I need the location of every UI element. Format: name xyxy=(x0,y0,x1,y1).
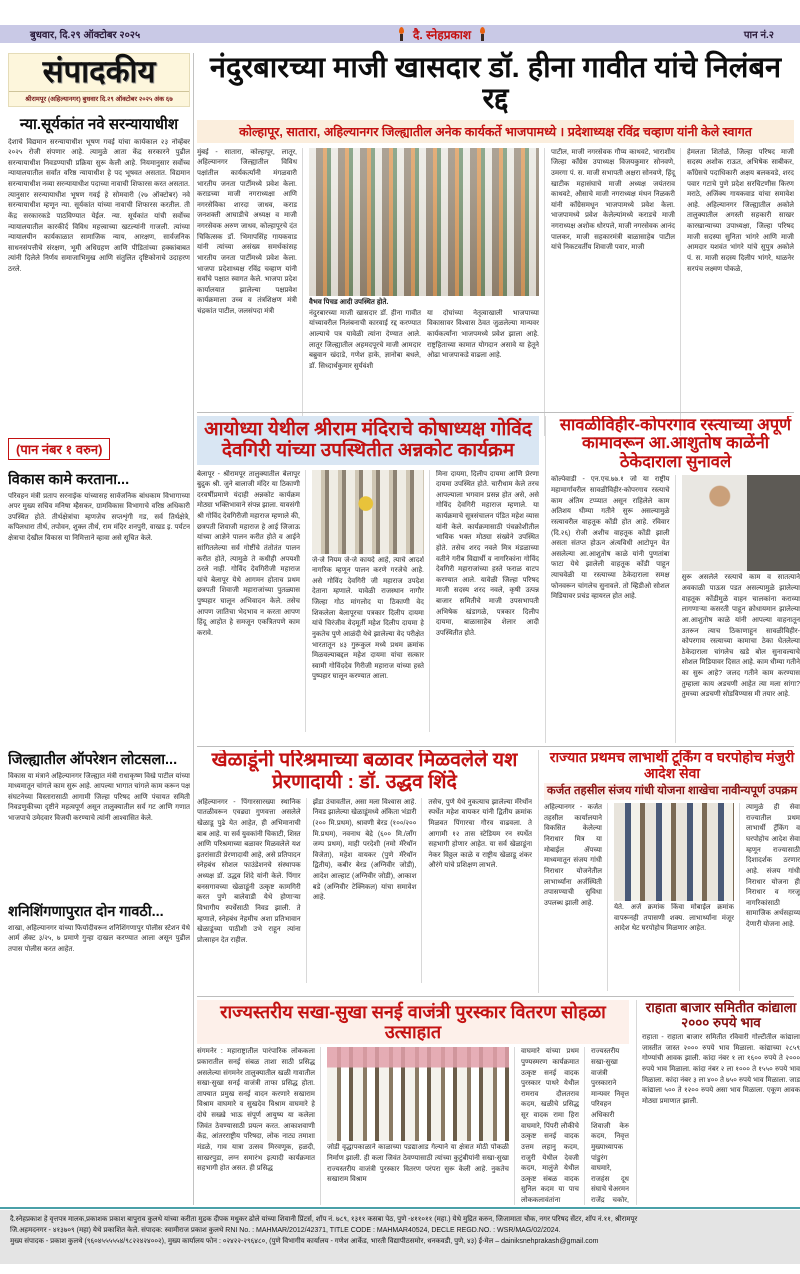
article-govind-devgiri xyxy=(197,416,539,743)
kale-col-1: कोल्पेवाडी - एन.एच.७७.१ जो या राष्ट्रीय महामार्गावरील सावळीविहीर-कोपरगाव रस्त्याचे काम अंतिम टप्प्यात असून राहिलेले काम अतिशय धीम्या गतीने सुरू असल्यामुळे रस्त्यावरील वाहतूक कोंडी होत आहे. रविवार (दि.२६) रोजी अशीच वाहतूक कोंडी झाली असता संतप्त होऊन अंत्यविधी आटोपून येत असलेल्या आ.आशुतोष काळे यांनी पुणतांबा फाटा येथे झालेली वाहतूक कोंडी पाहून त्याचवेळी या रस्त्याच्या ठेकेदाराला समक्ष फोनवरून चांगलेच सुनावले. तो व्हिडीओ सोशल मिडियावर प्रचंड व्हायरल होत आहे. xyxy=(551,475,676,743)
editorial-dateline: श्रीरामपूर (अहिल्यानगर) बुधवार दि.२९ ऑक्टोबर २०२५ अंक ६७ xyxy=(9,91,189,103)
column-divider xyxy=(193,53,194,1205)
govind-photo-block xyxy=(312,470,430,732)
torch-icon xyxy=(479,27,486,41)
karjat-col-1: अहिल्यानगर - कर्जत तहसील कार्यालयाने विकसित केलेल्या निराधार मित्र या मोबाईल ॲपच्या माध्यमातून संजय गांधी निराधार योजनेतील लाभार्थ्यांना अर्जस्थिती तपासण्याची सुविधा उपलब्ध झाली आहे. xyxy=(544,803,608,991)
karjat-subhead: कर्जत तहसील संजय गांधी योजना शाखेचा नावीन्यपूर्ण उपक्रम xyxy=(544,783,800,800)
govind-col-1: बेलापूर - श्रीरामपूर तालुक्यातील बेलापूर बुद्रुक श्री. जुने बालाजी मंदिर या ठिकाणी दरवर्षीप्रमाणे यंदाही अन्नकोट कार्यक्रम मोठ्या भक्तिभावाने संपन्न झाला. यावसंगी श्री गोविंद देवगिरीजी महाराज म्हणाले की, छत्रपती शिवाजी महाराज हे आई जिजाऊ यांच्या आज्ञेने पालन करीत होते व आईने सांगितलेल्या सर्व गोष्टींचे तंतोतंत पालन करीत होते, त्यामुळे ते कधीही अपयशी ठरले नाही. गोविंद देवगिरीजी महाराज यांचे बेलापूर येथे आगमन होताच प्रथम छत्रपती शिवाजी महाराजांच्या पुतळ्यास पुष्पहार घालून अभिवादन केले. तसेच आपण जातिचा भेदभाव न करता आपण हिंदू आहोत हे समजून एकत्रितपणे काम करावे. xyxy=(197,470,306,732)
kale-photo-block xyxy=(682,475,800,743)
article-karjat xyxy=(538,750,800,993)
section-heading-vikas: विकास कामे करताना... xyxy=(8,471,130,488)
kale-headline: सावळीविहीर-कोपरगाव रस्त्याच्या अपूर्ण कामावरून आ.आशुतोष काळेंनी ठेकेदाराला सुनावले xyxy=(559,416,792,471)
editorial-column xyxy=(8,53,190,1205)
footer-rule xyxy=(0,1207,800,1209)
section-body-lotus: विकास या मंत्राने अहिल्यानगर जिल्ह्यात मंत्री राधाकृष्ण विखे पाटील यांच्या माध्यमातून चांगले काम सुरू आहे. आपल्या भागात चांगले काम करून पक्ष संघटनेच्या विस्तारासाठी आगामी जिल्हा परिषद आणि पंचायत समिती निवडणुकीच्या दृष्टीने महत्वपूर्ण असून तालुक्यातील सर्व गट आणि गणात भाजपाचे उमेदवार विजयी करण्याचे त्यांनी आश्वासित केले. xyxy=(8,772,190,823)
paper-name: दै. स्नेहप्रकाश xyxy=(413,27,472,42)
lead-col-5: हेमलता शितोळे, जिल्हा परिषद माजी सदस्य अशोक राऊत, अभिषेक साबीकर, काँग्रेसचे पदाधिकारी अक्षय बलकवडे, शरद पवार गटाचे पुणे प्रदेश सरचिटणीस किरण मराठे, अजिंक्य गायकवाड यांचा समावेश आहे. अहिल्यानगर जिल्ह्यातील अकोले तालुक्यातील अगस्ती सहकारी साखर कारखान्याच्या उपाध्यक्षा, जिल्हा परिषद माजी सदस्या सुनिता भांगरे आणि माजी आमदार यशवंत भांगरे यांचे सुपुत्र अकोले पं. स. माजी सदस्य दिलीप भांगरे, थाळनेर सरपंच लक्ष्मण पोकळे, xyxy=(687,148,794,273)
khelani-col-3: तसेच, पुणे येथे नुकत्याच झालेल्या मॅरेथॉन स्पर्धेत महेश वायकर यांनी द्वितीय क्रमांक मिळवत पिंगारचा गौरव वाढवला. ते आगामी १२ तास स्टेडियम रन स्पर्धेत सहभागी होणार आहेत. या सर्व खेळाडूंना नेकर विठ्ठल काळे व राष्ट्रीय खेळाडू शंकर औरंगे यांचे प्रशिक्षण लाभले. xyxy=(428,798,532,870)
sanai-col-1: संगमनेर : महाराष्ट्रातील पारंपारिक लोककला प्रकारातील सनई संबळ ताशा साठी प्रसिद्ध असलेल्या संगमनेर तालुक्यातील खळी गावातील सखा-सुखा सनई वाजंत्री ताफा प्रसिद्ध होता. ताफ्यात प्रमुख सनई वादन करणारे सखाराम विश्राम वाघमारे व सुखदेव विश्राम वाघमारे हे दोघे सख्खे भाऊ संपूर्ण आयुष्य या कलेला जिवंत ठेवण्यासाठी प्रयत्न करत. आकाशवाणी केंद्र, आंतरराष्ट्रीय परिषदा, लोक नाट्य तमाशा मंडळे, गाव यात्रा उत्सव मिरवणूक, हळदी, साखरपुडा, लग्न समारंभ इत्यादी कार्यक्रमात सहभागी होत असत. ही प्रसिद्ध xyxy=(197,1047,321,1205)
imprint-line-2: जि.अहमदनगर - ४१३७०९ (महा) येथे प्रकाशित केले. संपादक: स्वामीराज प्रकाश कुलथे RNI No. : MAHMAR/2012/42371, TITLE CODE : MAHMAR40524, DECLE REGD.NO. : WSR/MAG/02/2024. xyxy=(10,1227,561,1235)
article-ashutosh-kale xyxy=(545,416,800,743)
rule xyxy=(197,746,794,747)
sanai-col-3: वाघमारे यांच्या प्रथम पुण्यस्मरण कार्यक्रमात उत्कृष्ट सनई वादक पुरस्कार पाथरे येथील रामराव दौलतराव कदम, खळीचे प्रसिद्ध सूर वादक रामा हिरा वाघमारे, पिंपरी लौकीचे उत्कृष्ट सनई वादक उत्तम लहानु कदम, राजुरी येथील देवजी कदम, मालुंजे येथील उत्कृष्ट संबळ वादक सुनिल कदम या पाच लोककलावंतांना xyxy=(521,1047,585,1205)
imprint-line-1: दै.स्नेहप्रकाश हे वृत्तपत्र मालक,प्रकाशक प्रकाश बापुराव कुलथे यांच्या करीता मुद्रक दीपक मधुकर ढोले यांच्या शिवानी प्रिंटर्स, शॉप नं. ७८९, १३११ कसबा पेठ, पुणे -४११०११ (महा.) येथे मुद्रित करुन, जिजामाता चौक, नगर परिषद सेंटर, शॉप नं.११, श्रीरामपूर xyxy=(10,1216,638,1223)
khelani-col-1: अहिल्यानगर - पिंगारसारख्या स्थानिक पातळीवरून एवढ्या गुणवत्ता असलेले खेळाडू पुढे येत आहेत, ही अभिमानाची बाब आहे. या सर्व युवकांनी चिकाटी, शिस्त आणि परिश्रमाच्या बळावर मिळवलेले यश इतरांसाठी प्रेरणादायी आहे, असे प्रतिपादन स्नेहबंध सोशल फाउंडेशनचे संस्थापक अध्यक्ष डॉ. उद्धव शिंदे यांनी केले. पिंगार बनसगावच्या खेळाडूंनी उत्कृष्ट कामगिरी करत पुणे बालेवाडी येथे होणाऱ्या विभागीय स्पर्धेसाठी निवड झाली. ते म्हणाले, स्नेहबंध नेहमीच अशा प्रतिभावान खेळाडूंच्या पाठीशी उभे राहून त्यांना प्रोत्साहन देत राहील. xyxy=(197,798,307,983)
top-date-bar xyxy=(0,25,800,43)
rule xyxy=(197,996,794,997)
sanai-col-2: जोडी वृद्धापकाळाने काळाच्या पडद्याआड गेल्याने या क्षेत्रात मोठी पोकळी निर्माण झाली. ही कला जिवंत ठेवण्यासाठी त्यांच्या कुटुंबीयांनी सखा-सुखा राज्यस्तरीय वाजंत्री पुरस्कार वितरण परंपरा सुरू केली आहे. नुकतेच सखाराम विश्राम xyxy=(327,1144,509,1184)
continued-from-page1-tag: (पान नंबर १ वरुन) xyxy=(8,438,110,460)
editorial-headline: न्या.सूर्यकांत नवे सरन्यायाधीश xyxy=(19,115,179,133)
lead-col-4: पाटील, माजी नगरसेवक गौप्य काथवटे, भाराशीय जिल्हा काँग्रेस उपाध्यक्ष विजयकुमार सोनवणे, उमरगा पं. स. माजी सभापती अक्षरा सोनवणे, हिंदू खाटीक महासंघाचे माजी अध्यक्ष जयंतराव काथवटे, औसाचे माजी नगराध्यक्ष मंथन निळकरी यांनी काँग्रेसमधून भाजपामध्ये प्रवेश केला. भाजपामध्ये प्रवेश केलेल्यांमध्ये कराडचे माजी नगराध्यक्ष अशोक धोरपले, माजी नगरसेवक आनंद पालकर, माजी सहकारमंत्री बाळासाहेब पाटील यांचे निकटवर्तीय शिवाजी पवार, माजी xyxy=(551,148,681,436)
sanai-col-4: राज्यस्तरीय सखा-सुखा वाजंत्री पुरस्काराने मान्यवर निवृत्त परिवहन अधिकारी शिवाजी केरु कदम, निवृत्त मुख्याध्यापक पांडुरंग वाघमारे, राजहंस दूध संघाचे चेअरमन राजेंद्र चकोर, xyxy=(591,1048,629,1205)
kale-photo xyxy=(682,475,800,571)
edition-date: बुधवार, दि.२९ ऑक्टोबर २०२५ xyxy=(30,30,141,41)
section-body-shani: शाखा, अहिल्यानगर यांच्या फिर्यादीवरून शनिशिंगणापुर पोलीस स्टेशन येथे आर्म ॲक्ट ३/२५, ७ प्रमाणे गुन्हा दाखल करण्यात आला असून पुढील तपास पोलीस करत आहेत. xyxy=(8,924,190,953)
sanai-headline: राज्यस्तरीय सखा-सुखा सनई वाजंत्री पुरस्कार वितरण सोहळा उत्साहात xyxy=(197,1000,629,1044)
rahata-headline: राहाता बाजार समितीत कांद्याला २००० रुपये भाव xyxy=(645,1000,797,1031)
torch-icon xyxy=(398,27,405,41)
lead-col-2: नंदुरबारच्या माजी खासदार डॉ. हीना गावीत यांच्यावरील निलंबनाची कारवाई रद्द करण्यात आल्याचे पत्र यावेळी त्यांना देण्यात आले. लातूर जिल्ह्यातील अहमदपूरचे माजी आमदार बब्रुवान खंदाडे, गणेश हाके, ज्ञानोबा बधले, डॉ. सिध्दार्थकुमार सुर्यवंशी xyxy=(309,309,421,370)
govind-col-2: जे-जे नियम जे-जे कायदे आहे, त्याचे आदर्श नागरिक म्हणून पालन करणे गरजेचे आहे. असे गोविंद देवगिरी जी महाराज उपदेश देताना म्हणाले. यावेळी राजस्थान नागौर जिल्हा गोठ मांगलोद या ठिकाणी वेद शिकलेला बेलापूरचा पत्रकार दिलीप दायमा यांचे चिरंजीव वेदमूर्ती महेश दिलीप दायमा हे नुकतेच पुणे आळंदी येथे झालेल्या वेद परीक्षेत भारतातून ४३ गुरूकुल मध्ये प्रथम क्रमांक मिळवल्याबद्दल महेश दायमा यांचा सत्कार स्वामी गोविंददेव गिरीजी महाराज यांच्या हस्ते पुष्पहार घालून करण्यात आला. xyxy=(312,556,424,681)
section-heading-lotus: जिल्ह्यातील ऑपरेशन लोटसला... xyxy=(8,751,178,768)
editorial-title: संपादकीय xyxy=(42,54,156,89)
editorial-masthead xyxy=(8,53,190,107)
karjat-photo xyxy=(614,803,734,901)
rule xyxy=(197,412,794,413)
karjat-col-3: त्यामुळे ही सेवा राज्यातील प्रथम लाभार्थी ट्रॅकिंग व घरपोहोच आदेश सेवा म्हणून राज्यासाठी दिशादर्शक ठरणार आहे. संजय गांधी निराधार योजना ही निराधार व गरजू नागरिकांसाठी सामाजिक अर्थसहाय्य देणारी योजना आहे. xyxy=(746,804,800,929)
lead-photo-caption: वैभव पिचड आदी उपस्थित होते. xyxy=(309,298,389,306)
article-khelani xyxy=(197,750,532,993)
kale-col-2: सुरू असलेले रस्त्याचे काम व सातत्याने अवकाळी पाऊस पडत असल्यामुळे झालेल्या वाहतूक कोंडीमुळे वाहन चालकांना कराव्या लागणाऱ्या कसरती पाहून क्रोधायमान झालेल्या आ.आशुतोष काळे यांनी आपल्या वाहनातून उतरून त्याच ठिकाणाहून सावळीविहीर-कोपरगाव रस्त्याच्या कामाचा ठेका घेतलेल्या ठेकेदाराला चांगलेच खडे बोल सुनावल्याचे सोशल मिडियावर दिसत आहे. काम धीम्या गतीने का सुरू आहे? जलद गतीने काम करण्यास तुम्हाला काय अडचणी आहेत त्या मला सांगा? तुमच्या अडचणी सोडविण्यास मी तयार आहे. xyxy=(681,574,800,699)
imprint-line-3: मुख्य संपादक - प्रकाश कुलथे (९६०४५५५५५४/९८२२४२४००२), मुख्य कार्यालय फोन : ०२४२२-२९६४८०, (पुणे विभागीय कार्यालय - गणेश आर्केड, भारती विद्यापीठसमोर, धनकवडी, पुणे, ४३) ई-मेल – dainiksnehprakash@gmail.com xyxy=(10,1238,599,1246)
govind-headline: आयोध्या येथील श्रीराम मंदिराचे कोषाध्यक्ष गोविंद देवगिरी यांच्या उपस्थितीत अन्नकोट कार्यक्रम xyxy=(197,416,539,465)
rahata-body: राहाता - राहाता बाजार समितीत रविवारी गोल्टीतील कांद्याला जास्तीत जास्त २००० रुपये भाव मिळाला. कांद्याच्या २८५९ गोण्यांची आवक झाली. कांदा नंबर १ ला १६०० रुपये ते २००० रुपये भाव मिळाला. कांदा नंबर २ ला १००० ते १५५० रुपये भाव मिळाला. कांदा नंबर ३ ला ४०० ते ७५० रुपये भाव मिळाला. जाड कांद्याला ५०० ते १२०० रुपये असा भाव मिळाला. एकूण आवक मोठ्या प्रमाणात झाली. xyxy=(642,1034,800,1105)
sanai-photo-block xyxy=(327,1047,515,1205)
khelani-headline: खेळाडूंनी परिश्रमाच्या बळावर मिळवलेले यश प्रेरणादायी : डॉ. उद्धव शिंदे xyxy=(211,750,518,793)
sanai-photo xyxy=(327,1047,509,1141)
karjat-photo-block xyxy=(614,803,740,991)
lead-subhead: कोल्हापूर, सातारा, अहिल्यानगर जिल्ह्यातील अनेक कार्यकर्ते भाजपामध्ये । प्रदेशाध्यक्ष रविंद्र चव्हाण यांनी केले स्वागत xyxy=(197,120,794,143)
lead-photo-block xyxy=(309,148,545,436)
imprint-footer xyxy=(0,1210,800,1264)
section-heading-shani: शनिशिंगणापुरात दोन गावठी... xyxy=(8,903,164,920)
lead-headline: नंदुरबारच्या माजी खासदार डॉ. हीना गावीत यांचे निलंबन रद्द xyxy=(209,52,782,116)
article-sanai xyxy=(197,1000,629,1205)
khelani-col-2: झेंडा उंचावतील, असा मला विश्वास आहे. निवड झालेल्या खेळाडूंमध्ये अंकिता भंडारी (२०० मि.प्रथम), श्रावणी बेरड (१००/२०० मि.प्रथम), नवनाथ बेद्रे (६०० मि./लाँग जम्प प्रथम), माही परदेशी (नमो मॅरेथॉन विजेता), महेश वायकर (पुणे मॅरेथॉन द्वितीय), कबीर बेरड (अग्निवीर जोडी), आदेश आल्हाट (अग्निवीर जोडी), आकाश बडे (अग्निवीर टेक्निकल) यांचा समावेश आहे. xyxy=(313,798,423,983)
page-number: पान नं.२ xyxy=(743,30,774,41)
lead-story xyxy=(197,53,794,436)
govind-col-3: मिना दायमा, दिलीप दायमा आणि प्रेरणा दायमा उपस्थित होते. चारीधाम केले तरच आपल्याला भगवान प्रसन्न होत असे, असे गोविंद देवगिरी महाराज म्हणाले. या कार्यक्रमाचे सूत्रसंचालन पंडित महेश व्यास यांनी केले. कार्यक्रमासाठी पंचक्रोशीतील भाविक भक्त मोठ्या संख्येने उपस्थित होते. तसेच शरद नवले मित्र मंडळाच्या वतीने गरीब विद्यार्थी व नागरिकांना गोविंद देवगिरी महाराजांच्या हस्ते फराळ वाटप करण्यात आले. यावेळी जिल्हा परिषद माजी सदस्य शरद नवले, कृषी उत्पन्न बाजार समितीचे माजी उपसभापती अभिषेक खंडागळे, पत्रकार दिलीप दायमा, बाळासाहेब शेलार आदी उपस्थितीत होते. xyxy=(436,470,539,637)
karjat-headline: राज्यात प्रथमच लाभार्थी टूर्किंग व घरपोहोच मंजुरी आदेश सेवा xyxy=(549,750,795,781)
lead-col-1: मुंबई - सातारा, कोल्हापूर, लातूर, अहिल्यानगर जिल्ह्यातील विविध पक्षांतील कार्यकर्त्यांनी मंगळवारी भारतीय जनता पार्टीमध्ये प्रवेश केला. कराडच्या माजी नगराध्यक्षा आणि नगरसेविका शारदा जाधव, कराड जनशक्ती आघाडीचे अध्यक्ष व माजी नगरसेवक अरुण जाधव, कोल्हापूरचे दंत चिकित्सक डॉ. भिमापसिंह गायकवाड यांनी त्यांच्या असंख्य समर्थकांसह भारतीय जनता पार्टीमध्ये प्रवेश केला. भाजपा प्रदेशाध्यक्ष रविंद्र चव्हाण यांनी सर्वांचे पक्षात स्वागत केले. भाजपा प्रदेश कार्यालयात झालेल्या पक्षप्रवेश कार्यक्रमाला उच्च व तंत्रशिक्षण मंत्री चंद्रकांत पाटील, जलसंपदा मंत्री xyxy=(197,148,303,436)
article-rahata xyxy=(636,1000,800,1205)
lead-photo xyxy=(309,148,539,296)
lead-col-3: या दोघांच्या नेतृत्वाखाली भाजपाच्या विकासावर विश्वास ठेवत जुळलेल्या मान्यवर कार्यकर्त्यांना भाजपमध्ये प्रवेश झाला आहे. राष्ट्रहिताच्या कामात योगदान असावे या हेतूने ओढा भाजपाकडे वाढला आहे. xyxy=(427,309,539,360)
editorial-body: देशाचे विद्यमान सरन्यायाधीश भूषण गवई यांचा कार्यकाल २३ नोव्हेंबर २०२५ रोजी संपणार आहे. त्यामुळे आता केंद्र सरकारने पुढील सरन्यायाधीश निवडण्याची प्रक्रिया सुरू केली आहे. नियमानुसार सर्वोच्च न्यायालयातील सर्वांत वरिष्ठ न्यायाधीश हे पद भूषवत असतात. विद्यमान सरन्यायाधीश नव्या सरन्यायाधीश पदाच्या नावाची शिफारस करत असतात. त्यानुसार सरन्यायाधीश भूषण गवई हे सोमवारी (२७ ऑक्टोबर) नवे सरन्यायाधीश म्हणून न्या. सूर्यकांत यांच्या नावाची शिफारस करतील. ती केंद्र सरकारकडे पाठविण्यात येईल. न्या. सूर्यकांत यांची सर्वोच्च न्यायालयातील कारकीर्द विविध महत्त्वाच्या खटल्यांनी गाजली. त्यांच्या न्यायालयीन कार्यकाळात सामाजिक न्याय, आरक्षण, सार्वजनिक साधनसंपत्तीचे संरक्षण, भूमी अधिग्रहण आणि पीडितांच्या हक्कांबाबत त्यांनी दिलेले निर्णय समाजाभिमुख आणि संतुलित दृष्टिकोनाचे उदाहरण ठरले. xyxy=(8,138,190,274)
paper-name-strip xyxy=(140,26,744,43)
govind-photo xyxy=(312,470,424,554)
karjat-col-2: येते. अर्ज क्रमांक किंवा मोबाईल क्रमांक वापरूनही तपासणी शक्य. लाभार्थ्यांना मंजूर आदेश थेट घरपोहोच मिळणार आहेत. xyxy=(614,904,734,933)
section-body-vikas: परिवहन मंत्री प्रताप सरनाईक यांच्यासह सार्वजनिक बांधकाम विभागाच्या अपर मुख्य सचिव मनिषा म्हैसकर, ग्रामविकास विभागाचे वरिष्ठ अधिकारी उपस्थित होते. तीर्थक्षेत्रांचा म्हणजेच सप्तशृंगी गड, सर्व तिर्थक्षेत्रे, कपिलधारा तीर्थ, तपोवन, शुक्ल तीर्थ, राम मंदिर शनपुरी, वाखड इ. पर्यटन क्षेत्राचा देखील विकास या निमित्ताने व्हावा असे सूचित केले. xyxy=(8,492,190,543)
